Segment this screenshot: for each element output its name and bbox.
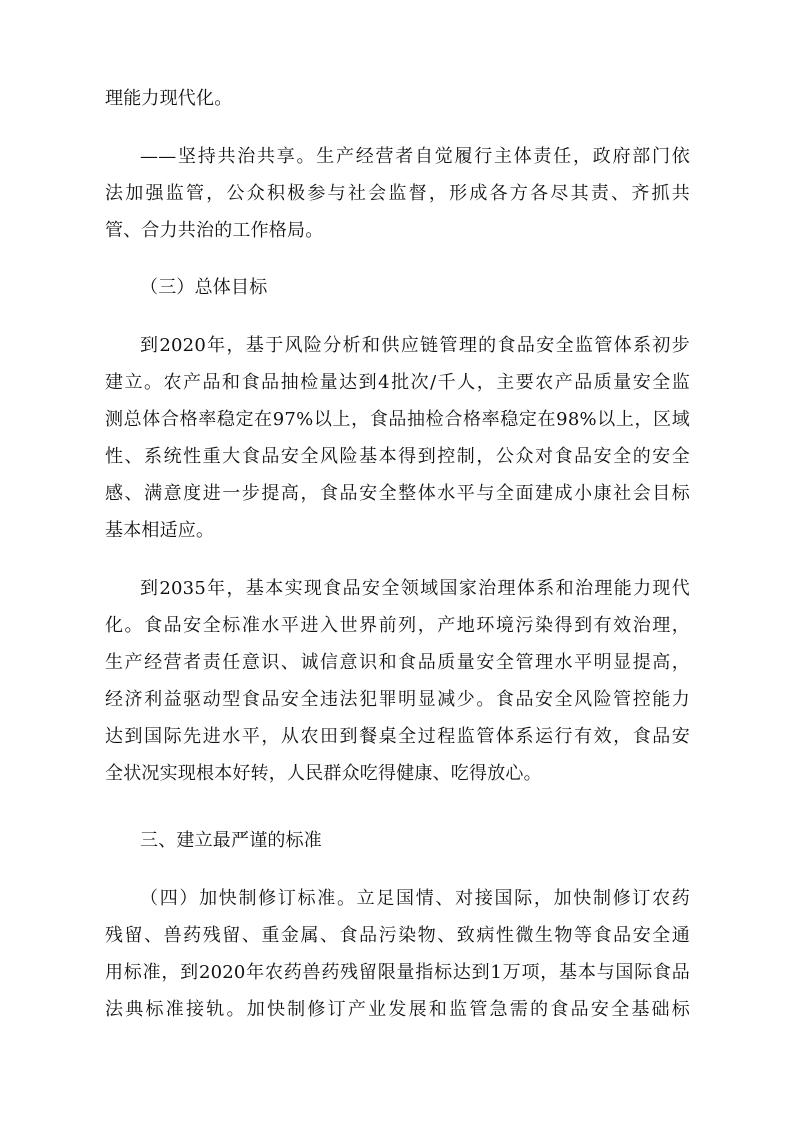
section-heading: 三、建立最严谨的标准 <box>140 830 322 851</box>
paragraph-line: 全状况实现根本好转，人民群众吃得健康、吃得放心。 <box>105 763 542 784</box>
paragraph-line: 理能力现代化。 <box>105 88 233 109</box>
paragraph-line: 残留、兽药残留、重金属、食品污染物、致病性微生物等食品安全通 <box>105 925 690 946</box>
paragraph-line: 法典标准接轨。加快制修订产业发展和监管急需的食品安全基础标 <box>105 999 690 1020</box>
paragraph-line: 法加强监管，公众积极参与社会监督，形成各方各尽其责、齐抓共 <box>105 183 690 204</box>
paragraph-line: 测总体合格率稳定在97%以上，食品抽检合格率稳定在98%以上，区域 <box>105 409 690 430</box>
section-heading: （三）总体目标 <box>140 277 268 298</box>
paragraph-line: 性、系统性重大食品安全风险基本得到控制，公众对食品安全的安全 <box>105 446 690 467</box>
paragraph-line: 建立。农产品和食品抽检量达到4批次/千人，主要农产品质量安全监 <box>105 372 690 393</box>
paragraph-line: 基本相适应。 <box>105 520 215 541</box>
paragraph-line: 到2035年，基本实现食品安全领域国家治理体系和治理能力现代 <box>140 578 690 599</box>
paragraph-line: 感、满意度进一步提高，食品安全整体水平与全面建成小康社会目标 <box>105 483 690 504</box>
paragraph-line: 到2020年，基于风险分析和供应链管理的食品安全监管体系初步 <box>140 335 690 356</box>
paragraph-line: 生产经营者责任意识、诚信意识和食品质量安全管理水平明显提高， <box>105 652 690 673</box>
paragraph-line: 达到国际先进水平，从农田到餐桌全过程监管体系运行有效，食品安 <box>105 726 690 747</box>
paragraph-line: 管、合力共治的工作格局。 <box>105 220 324 241</box>
paragraph-line: 用标准，到2020年农药兽药残留限量指标达到1万项，基本与国际食品 <box>105 962 690 983</box>
paragraph-line: 化。食品安全标准水平进入世界前列，产地环境污染得到有效治理， <box>105 615 690 636</box>
paragraph-line: （四）加快制修订标准。立足国情、对接国际，加快制修订农药 <box>140 888 690 909</box>
paragraph-line: 经济利益驱动型食品安全违法犯罪明显减少。食品安全风险管控能力 <box>105 689 690 710</box>
paragraph-line: ——坚持共治共享。生产经营者自觉履行主体责任，政府部门依 <box>140 146 690 167</box>
